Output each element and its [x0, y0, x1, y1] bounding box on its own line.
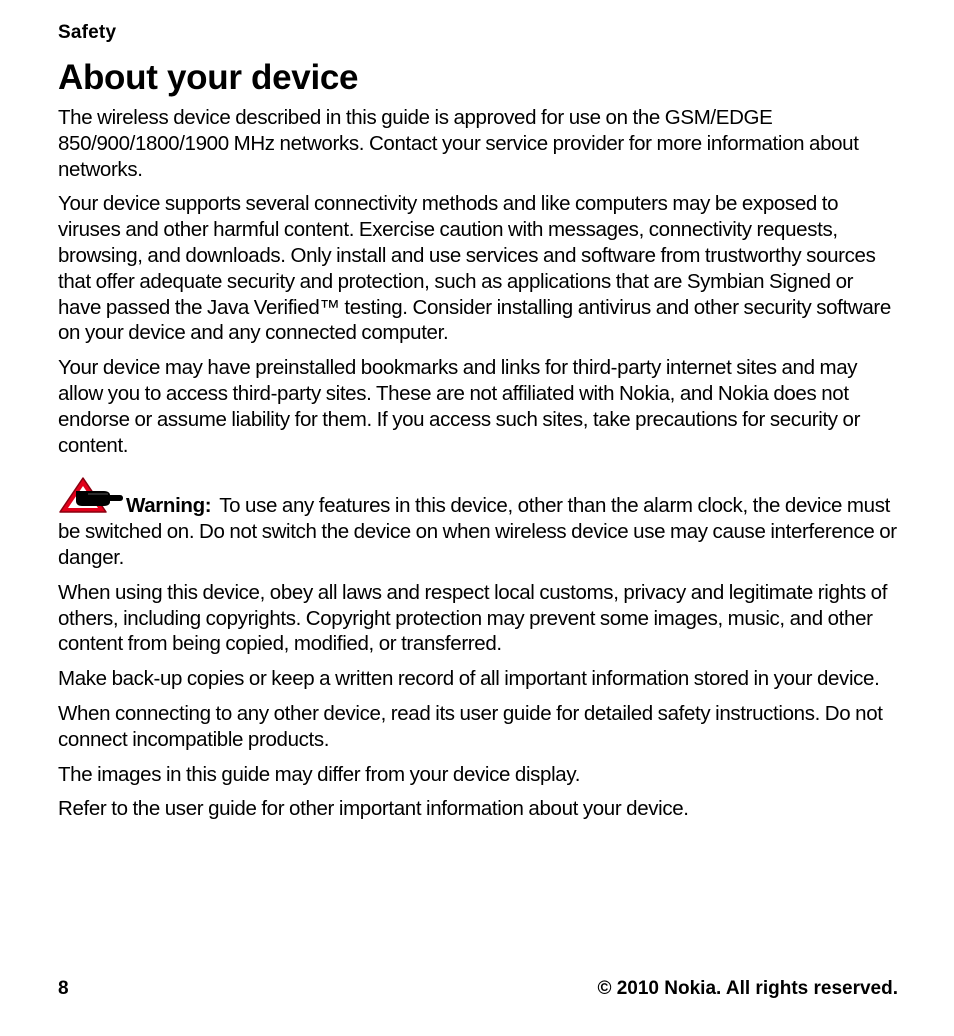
document-page — [58, 0, 898, 1036]
paragraph-connecting: When connecting to any other device, read its user guide for detailed safety instructions. Do not connect incompatible products. — [58, 701, 883, 751]
paragraph-bookmarks: Your device may have preinstalled bookmarks and links for third-party internet sites and may allow you to access third-party sites. These are not affiliated with Nokia, and Nokia does not endorse or assume liability for them. If you access such sites, take precautions for security or content. — [58, 356, 861, 457]
paragraph-refer: Refer to the user guide for other important information about your device. — [58, 797, 689, 821]
paragraph-networks: The wireless device described in this guide is approved for use on the GSM/EDGE 850/900/1800/1900 MHz networks. Contact your service provider for more information about networks. — [58, 106, 859, 181]
warning-paragraph — [58, 476, 898, 570]
warning-text: To use any features in this device, other than the alarm clock, the device must be switched on. Do not switch the device on when wireless device use may cause interference or danger. — [58, 494, 897, 569]
paragraph-connectivity: Your device supports several connectivity methods and like computers may be exposed to viruses and other harmful content. Exercise caution with messages, connectivity requests, browsing, and downloads. Only install and use services and software from trustworthy sources that offer adequate security and protection, such as applications that are Symbian Signed or have passed the Java Verified™ testing. Consider installing antivirus and other security software on your device and any connected computer. — [58, 192, 891, 345]
paragraph-images: The images in this guide may differ from your device display. — [58, 762, 581, 786]
page-title: About your device — [58, 58, 359, 97]
section-label: Safety — [58, 22, 117, 43]
page-number: 8 — [58, 978, 69, 999]
warning-hand-icon — [58, 476, 124, 516]
paragraph-laws: When using this device, obey all laws and respect local customs, privacy and legitimate rights of others, including copyrights. Copyright protection may prevent some images, music, and other content from being copied, modified, or transferred. — [58, 580, 888, 656]
paragraph-backup: Make back-up copies or keep a written record of all important information stored in your device. — [58, 667, 880, 691]
warning-label: Warning: — [126, 494, 212, 518]
body-content — [58, 105, 898, 831]
copyright-notice: © 2010 Nokia. All rights reserved. — [597, 978, 898, 999]
page-footer — [58, 978, 898, 1000]
